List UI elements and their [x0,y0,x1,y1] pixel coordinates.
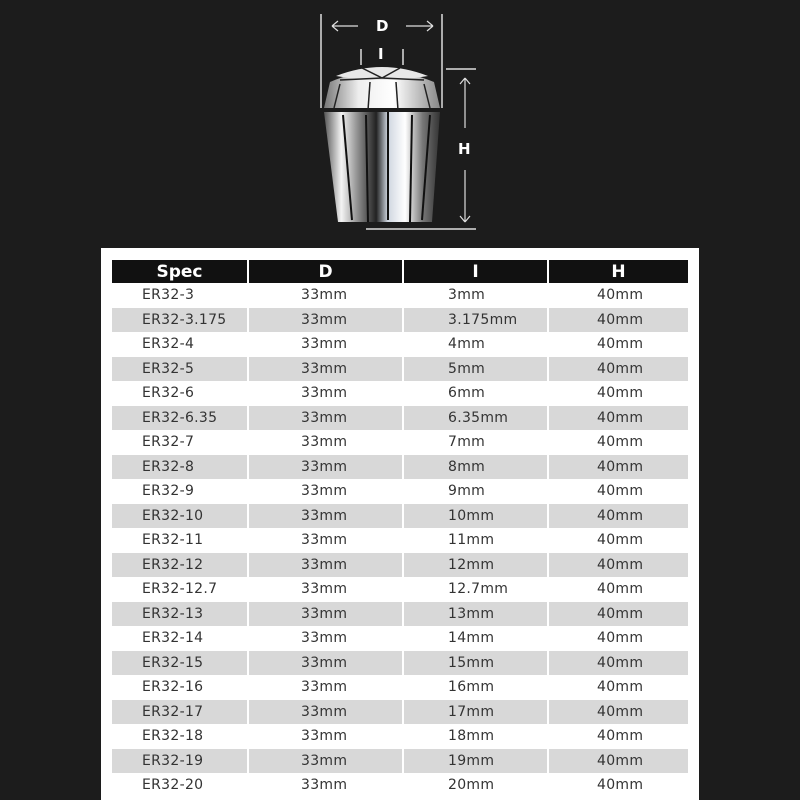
cell-h: 40mm [597,434,644,451]
cell-i: 11mm [403,528,548,553]
cell-spec: ER32-14 [112,626,248,651]
cell-h: 40mm [597,532,644,549]
table-row [112,406,688,431]
table-row [112,553,688,578]
table-header-row [112,260,688,283]
header-i: I [403,260,548,283]
cell-spec: ER32-10 [112,504,248,529]
cell-i: 4mm [403,332,548,357]
table-row [112,675,688,700]
table-row [112,430,688,455]
cell-spec: ER32-13 [112,602,248,627]
cell-d: 33mm [248,651,403,676]
table-row [112,577,688,602]
cell-spec: ER32-18 [112,724,248,749]
cell-i: 5mm [403,357,548,382]
spec-table [112,260,688,798]
cell-spec: ER32-6 [112,381,248,406]
cell-h: 40mm [548,700,688,725]
cell-d: 33mm [248,626,403,651]
table-row [112,357,688,382]
collet-diagram [300,0,500,240]
table-row [112,381,688,406]
table-row [112,528,688,553]
cell-d: 33mm [248,332,403,357]
cell-i: 18mm [403,724,548,749]
cell-i: 12.7mm [403,577,548,602]
cell-i: 12mm [403,553,548,578]
cell-d: 33mm [248,602,403,627]
cell-d: 33mm [248,773,403,798]
table-row [112,651,688,676]
cell-d: 33mm [248,406,403,431]
cell-h: 40mm [548,406,688,431]
cell-spec: ER32-12 [112,553,248,578]
dimension-i-label: I [378,45,384,63]
cell-h: 40mm [597,679,644,696]
cell-spec: ER32-19 [112,749,248,774]
cell-d: 33mm [248,357,403,382]
cell-spec: ER32-11 [112,528,248,553]
table-row [112,773,688,798]
cell-i: 10mm [403,504,548,529]
header-d: D [248,260,403,283]
cell-i: 8mm [403,455,548,480]
table-row [112,724,688,749]
cell-h: 40mm [548,651,688,676]
cell-spec: ER32-17 [112,700,248,725]
cell-d: 33mm [248,455,403,480]
cell-spec: ER32-8 [112,455,248,480]
cell-i: 16mm [403,675,548,700]
cell-h: 40mm [548,749,688,774]
cell-i: 6.35mm [403,406,548,431]
cell-i: 19mm [403,749,548,774]
cell-d: 33mm [248,308,403,333]
header-spec: Spec [112,260,248,283]
table-row [112,700,688,725]
cell-spec: ER32-4 [112,332,248,357]
spec-panel [101,248,699,800]
cell-spec: ER32-3 [112,283,248,308]
cell-spec: ER32-20 [112,773,248,798]
cell-h: 40mm [548,455,688,480]
cell-d: 33mm [248,283,403,308]
cell-d: 33mm [248,381,403,406]
table-row [112,283,688,308]
cell-spec: ER32-7 [112,430,248,455]
cell-h: 40mm [597,336,644,353]
cell-spec: ER32-3.175 [112,308,248,333]
cell-h: 40mm [597,483,644,500]
table-row [112,479,688,504]
cell-spec: ER32-12.7 [112,577,248,602]
cell-i: 13mm [403,602,548,627]
cell-i: 6mm [403,381,548,406]
table-row [112,749,688,774]
cell-spec: ER32-16 [112,675,248,700]
cell-d: 33mm [248,430,403,455]
cell-i: 14mm [403,626,548,651]
cell-i: 9mm [403,479,548,504]
cell-d: 33mm [248,553,403,578]
cell-d: 33mm [248,700,403,725]
cell-spec: ER32-15 [112,651,248,676]
cell-h: 40mm [548,357,688,382]
cell-d: 33mm [248,724,403,749]
table-row [112,308,688,333]
cell-h: 40mm [597,777,644,794]
table-row [112,626,688,651]
cell-d: 33mm [248,479,403,504]
cell-i: 15mm [403,651,548,676]
cell-spec: ER32-9 [112,479,248,504]
cell-d: 33mm [248,577,403,602]
cell-spec: ER32-6.35 [112,406,248,431]
cell-i: 20mm [403,773,548,798]
cell-d: 33mm [248,504,403,529]
cell-i: 3mm [403,283,548,308]
cell-h: 40mm [548,553,688,578]
dimension-h-label: H [458,140,471,158]
dimension-d-label: D [376,17,389,35]
cell-i: 3.175mm [403,308,548,333]
cell-h: 40mm [597,581,644,598]
cell-i: 17mm [403,700,548,725]
cell-d: 33mm [248,749,403,774]
cell-h: 40mm [597,385,644,402]
table-row [112,455,688,480]
cell-d: 33mm [248,675,403,700]
cell-spec: ER32-5 [112,357,248,382]
cell-h: 40mm [548,308,688,333]
cell-h: 40mm [597,728,644,745]
table-row [112,602,688,627]
cell-h: 40mm [597,630,644,647]
cell-h: 40mm [548,504,688,529]
cell-i: 7mm [403,430,548,455]
cell-h: 40mm [548,602,688,627]
cell-h: 40mm [597,287,644,304]
header-h: H [548,260,688,283]
table-row [112,504,688,529]
collet-image [300,0,500,240]
cell-d: 33mm [248,528,403,553]
table-row [112,332,688,357]
